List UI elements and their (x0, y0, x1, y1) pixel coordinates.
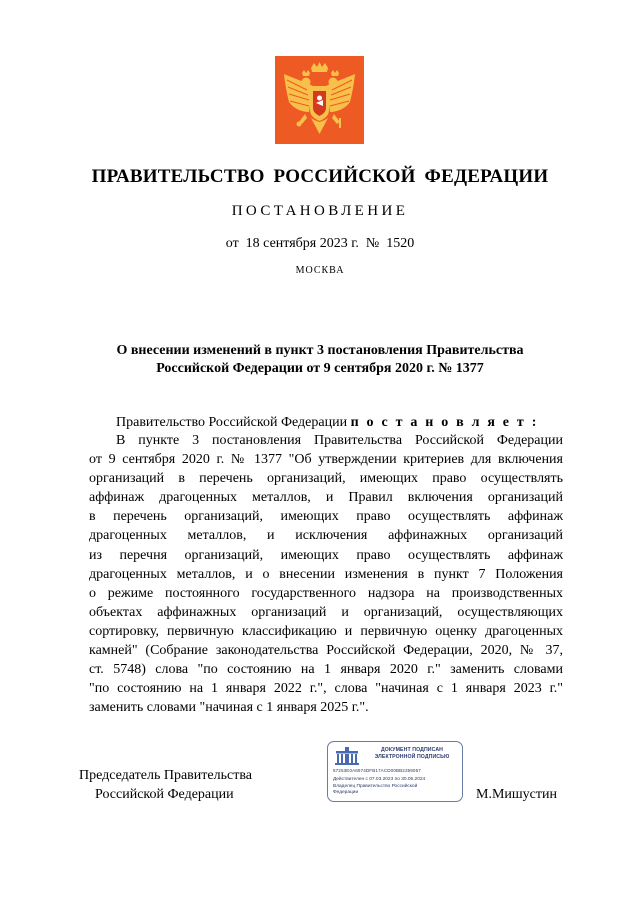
body-line: о режиме постоянного государственного надзора на производственных (89, 585, 563, 601)
electronic-signature-stamp (327, 741, 463, 802)
decree-date-number: от 18 сентября 2023 г. № 1520 (225, 236, 415, 251)
body-line: организаций в перечень организаций, имеющих право осуществлять (89, 471, 563, 487)
position-line: Председатель Правительства (79, 768, 252, 783)
subject-line: Российской Федерации от 9 сентября 2020 г. № 1377 (156, 361, 484, 376)
decree-type: ПОСТАНОВЛЕНИЕ (231, 203, 409, 219)
body-line: из перечня организаций, имеющих право осуществлять аффинаж (89, 547, 563, 563)
body-line: ст. 5748) слова "по состоянию на 1 января 2020 г." заменить словами (89, 662, 563, 678)
decree-subject (90, 342, 550, 378)
certificate-owner: Владелец Правительство Российской (333, 784, 418, 789)
certificate-serial: 57253E0A6974DFB17ACD00BB2359057 (333, 768, 421, 773)
decree-intro (116, 414, 539, 432)
government-title: ПРАВИТЕЛЬСТВО РОССИЙСКОЙ ФЕДЕРАЦИИ (91, 166, 549, 187)
body-line: драгоценных металлов, и исключения аффинажных организаций (89, 528, 563, 544)
russian-coat-of-arms-icon (275, 56, 364, 144)
intro-text: Правительство Российской Федерации (116, 415, 351, 430)
body-line: от 9 сентября 2020 г. № 1377 "Об утверждении критериев для включения (89, 452, 563, 468)
stamp-title-line: ЭЛЕКТРОННОЙ ПОДПИСЬЮ (374, 753, 450, 760)
body-line: аффинаж драгоценных металлов, и Правил включения организаций (89, 490, 563, 506)
intro-resolves: п о с т а н о в л я е т : (350, 415, 539, 430)
decree-city: МОСКВА (295, 265, 345, 276)
subject-line: О внесении изменений в пункт 3 постановления Правительства (116, 343, 524, 358)
body-line: в перечень организаций, имеющих право осуществлять аффинаж (89, 509, 563, 525)
body-line: заменить словами "начиная с 1 января 2025 г.". (89, 700, 369, 716)
body-line: объектах аффинажных организаций и организаций, осуществляющих (89, 604, 563, 620)
body-line: В пункте 3 постановления Правительства Российской Федерации (116, 433, 563, 448)
body-line: "по состоянию на 1 января 2022 г.", слова "начиная с 1 января 2023 г." (89, 681, 563, 697)
certificate-validity: Действителен с 07.03.2023 по 30.05.2024 (333, 777, 426, 782)
body-line: сортировку, первичную классификацию и первичную оценку драгоценных (89, 623, 563, 639)
body-line: камней" (Собрание законодательства Российской Федерации, 2020, № 37, (89, 643, 563, 659)
stamp-title (364, 747, 460, 760)
body-line: драгоценных металлов, и о внесении изменения в пункт 7 Положения (89, 566, 563, 582)
government-building-icon (334, 746, 360, 766)
certificate-owner: Федерации (333, 790, 359, 795)
signatory-name: М.Мишустин (476, 787, 557, 802)
signatory-position (79, 766, 252, 804)
decree-body (89, 431, 563, 717)
stamp-title-line: ДОКУМЕНТ ПОДПИСАН (380, 747, 444, 753)
position-line: Российской Федерации (95, 787, 234, 802)
